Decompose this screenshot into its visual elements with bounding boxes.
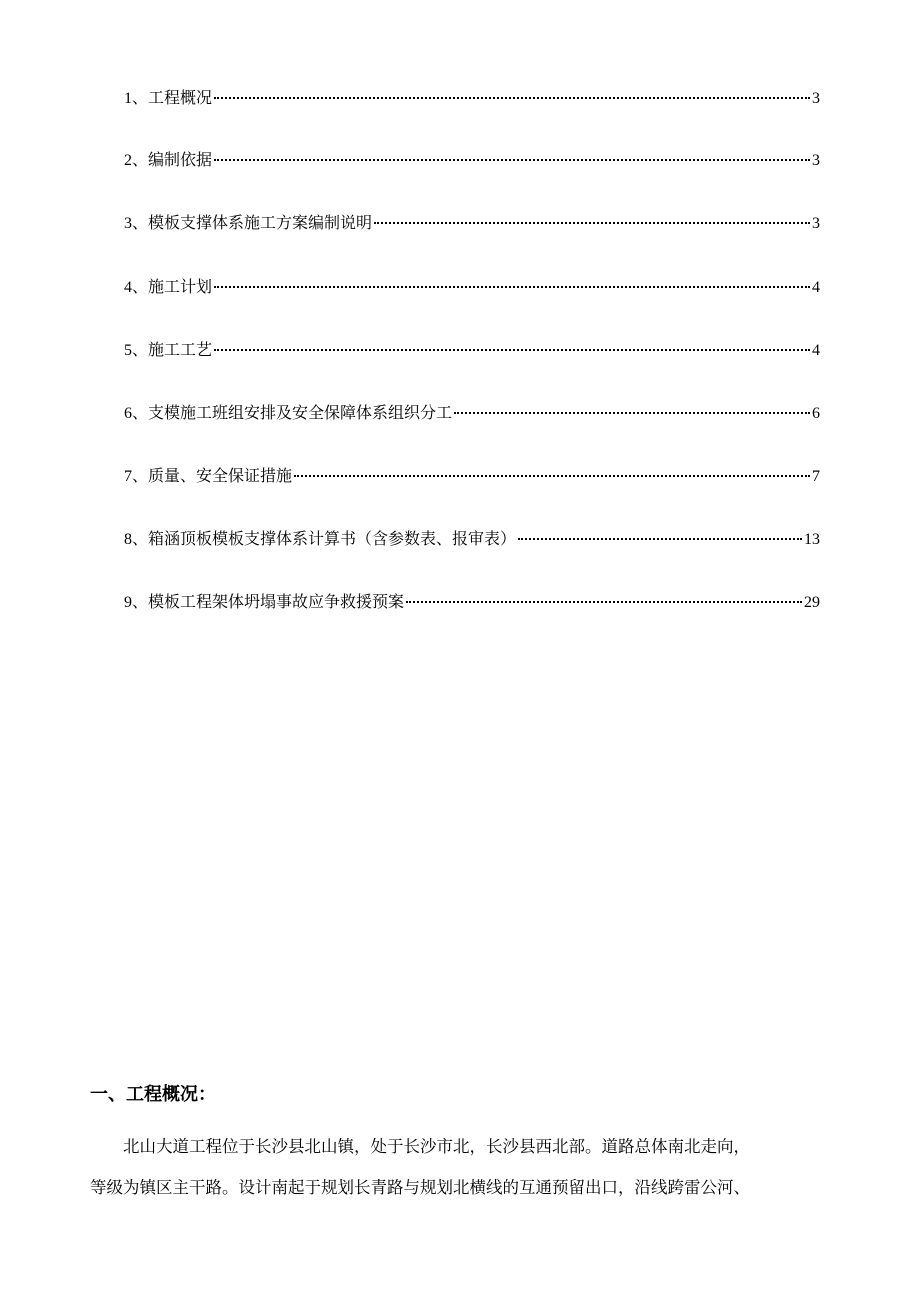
toc-entry-separator: 、 (132, 403, 149, 422)
toc-entry-title: 编制依据 (148, 150, 213, 169)
toc-entry-separator: 、 (132, 592, 149, 611)
toc-entry-separator: 、 (132, 88, 149, 107)
toc-dot-leader (454, 411, 810, 414)
toc-entry-title: 工程概况 (148, 88, 213, 107)
toc-dot-leader (518, 537, 802, 540)
toc-entry-page: 13 (804, 531, 820, 548)
toc-entry-title: 质量、安全保证措施 (148, 466, 293, 485)
toc-entry-title: 模板工程架体坍塌事故应争救援预案 (148, 592, 405, 611)
toc-entry-separator: 、 (132, 340, 149, 359)
paragraph-line: 北山大道工程位于长沙县北山镇，处于长沙市北，长沙县西北部。道路总体南北走向， (123, 1137, 750, 1156)
toc-entry-number: 6 (124, 405, 132, 422)
toc-dot-leader (374, 221, 810, 224)
toc-entry[interactable] (124, 400, 820, 426)
toc-dot-leader (214, 158, 810, 161)
toc-entry-title: 施工工艺 (148, 340, 213, 359)
section-heading: 一、工程概况： (90, 1084, 216, 1105)
toc-entry[interactable] (124, 589, 820, 615)
toc-entry-page: 29 (804, 594, 820, 611)
toc-entry-title: 施工计划 (148, 277, 213, 296)
toc-entry-number: 5 (124, 342, 132, 359)
section-paragraph (90, 1126, 826, 1208)
toc-entry-page: 3 (812, 90, 820, 107)
toc-dot-leader (406, 600, 802, 603)
toc-entry[interactable] (124, 210, 820, 236)
toc-dot-leader (294, 474, 810, 477)
toc-entry-separator: 、 (132, 277, 149, 296)
toc-entry-separator: 、 (132, 213, 149, 232)
toc-entry-number: 3 (124, 215, 132, 232)
toc-entry-page: 3 (812, 215, 820, 232)
toc-dot-leader (214, 285, 810, 288)
toc-entry-number: 2 (124, 152, 132, 169)
toc-entry-number: 7 (124, 468, 132, 485)
toc-entry-separator: 、 (132, 466, 149, 485)
toc-entry-page: 3 (812, 152, 820, 169)
toc-dot-leader (214, 348, 810, 351)
paragraph-line: 等级为镇区主干路。设计南起于规划长青路与规划北横线的互通预留出口，沿线跨雷公河、 (90, 1178, 750, 1197)
toc-entry[interactable] (124, 85, 820, 111)
toc-dot-leader (214, 96, 810, 99)
toc-entry-title: 箱涵顶板模板支撑体系计算书（含参数表、报审表） (148, 529, 517, 548)
toc-entry[interactable] (124, 274, 820, 300)
toc-entry[interactable] (124, 463, 820, 489)
toc-entry-number: 4 (124, 279, 132, 296)
toc-entry[interactable] (124, 337, 820, 363)
toc-entry-page: 4 (812, 279, 820, 296)
toc-entry[interactable] (124, 147, 820, 173)
toc-entry-number: 1 (124, 90, 132, 107)
toc-entry-separator: 、 (132, 529, 149, 548)
toc-entry-page: 7 (812, 468, 820, 485)
toc-entry-number: 9 (124, 594, 132, 611)
toc-entry[interactable] (124, 526, 820, 552)
toc-entry-title: 支模施工班组安排及安全保障体系组织分工 (148, 403, 453, 422)
toc-entry-number: 8 (124, 531, 132, 548)
toc-entry-separator: 、 (132, 150, 149, 169)
toc-entry-title: 模板支撑体系施工方案编制说明 (148, 213, 373, 232)
toc-entry-page: 4 (812, 342, 820, 359)
toc-entry-page: 6 (812, 405, 820, 422)
